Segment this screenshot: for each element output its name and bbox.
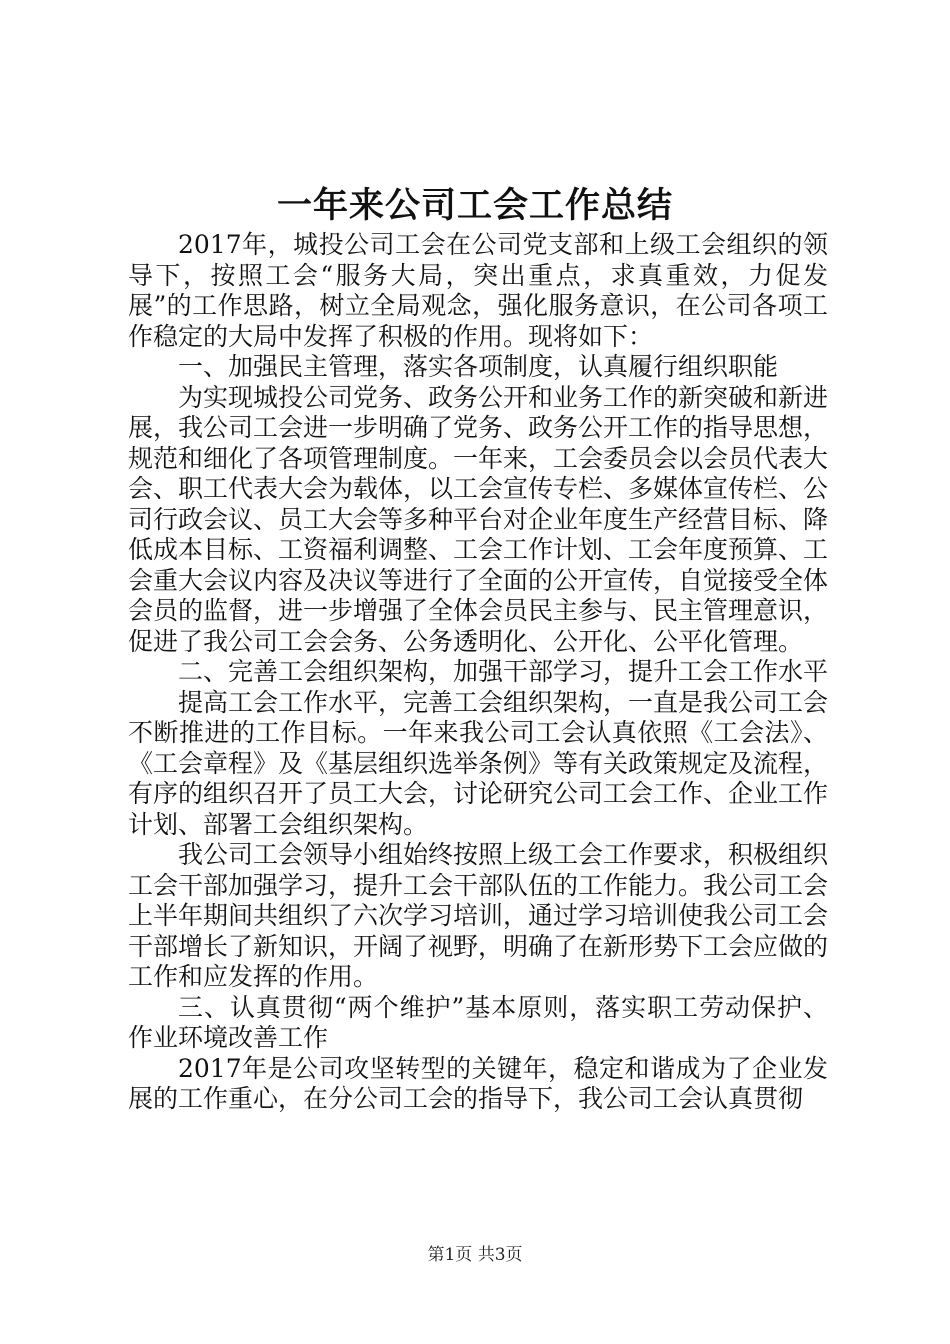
- paragraph-section-1: 为实现城投公司党务、政务公开和业务工作的新突破和新进展，我公司工会进一步明确了党务、政务公开工作的指导思想，规范和细化了各项管理制度。一年来，工会委员会以会员代表大会、职工代表大会为载体，以工会宣传专栏、多媒体宣传栏、公司行政会议、员工大会等多种平台对企业年度生产经营目标、降低成本目标、工资福利调整、工会工作计划、工会年度预算、工会重大会议内容及决议等进行了全面的公开宣传，自觉接受全体会员的监督，进一步增强了全体会员民主参与、民主管理意识，促进了我公司工会会务、公务透明化、公开化、公平化管理。: [128, 382, 829, 656]
- page-number-footer: 第1页 共3页: [427, 1245, 523, 1265]
- document-title: 一年来公司工会工作总结: [276, 185, 673, 226]
- paragraph-intro: 2017年，城投公司工会在公司党支部和上级工会组织的领导下，按照工会“服务大局，突出重点，求真重效，力促发展”的工作思路，树立全局观念，强化服务意识，在公司各项工作稳定的大局中发挥了积极的作用。现将如下：: [128, 230, 828, 351]
- paragraph-section-2b: 我公司工会领导小组始终按照上级工会工作要求，积极组织工会干部加强学习，提升工会干部队伍的工作能力。我公司工会上半年期间共组织了六次学习培训，通过学习培训使我公司工会干部增长了新知识，开阔了视野，明确了在新形势下工会应做的工作和应发挥的作用。: [128, 840, 829, 991]
- document-body: [128, 230, 828, 1115]
- paragraph-section-2a: 提高工会工作水平，完善工会组织架构，一直是我公司工会不断推进的工作目标。一年来我公司工会认真依照《工会法》、《工会章程》及《基层组织选举条例》等有关政策规定及流程，有序的组织召开了员工大会，讨论研究公司工会工作、企业工作计划、部署工会组织架构。: [128, 687, 829, 839]
- paragraph-section-3: 2017年是公司攻坚转型的关键年，稳定和谐成为了企业发展的工作重心，在分公司工会的指导下，我公司工会认真贯彻: [128, 1053, 828, 1113]
- section-heading-2: 二、完善工会组织架构，加强干部学习，提升工会工作水平: [178, 657, 829, 686]
- section-heading-1: 一、加强民主管理，落实各项制度，认真履行组织职能: [178, 352, 779, 381]
- section-heading-3: 三、认真贯彻“两个维护”基本原则，落实职工劳动保护、作业环境改善工作: [128, 992, 828, 1052]
